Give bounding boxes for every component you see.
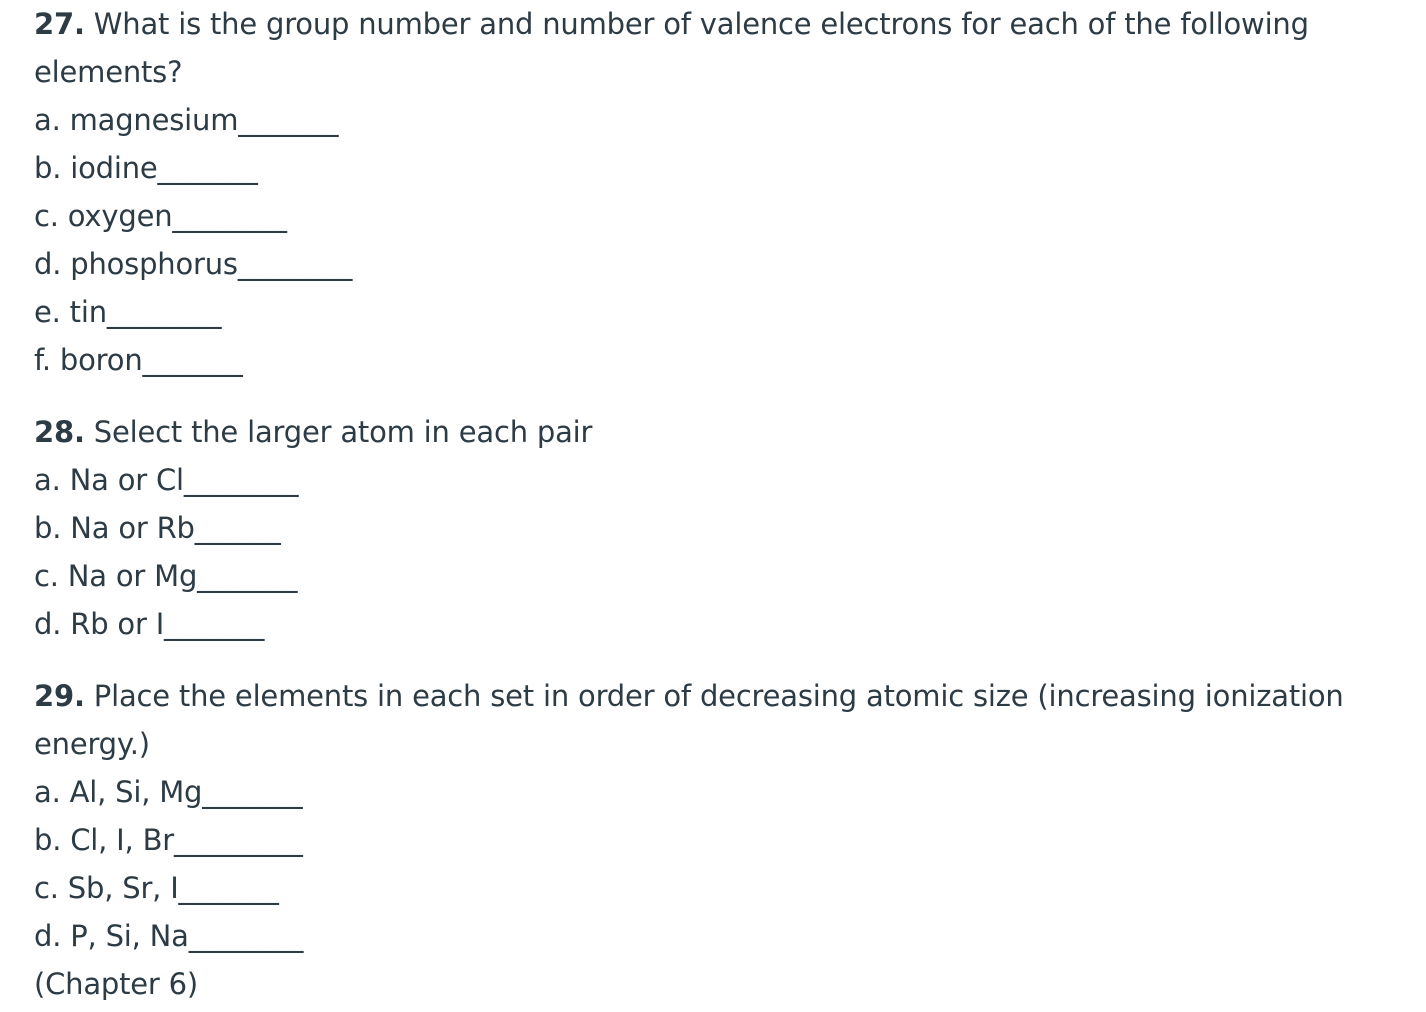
question-27-prompt	[34, 0, 1404, 96]
section-gap	[34, 648, 1404, 672]
question-27-item-b: b. iodine_______	[34, 151, 258, 185]
question-29-prompt	[34, 672, 1404, 768]
question-28-item-d: d. Rb or I_______	[34, 607, 265, 641]
question-28-number: 28.	[34, 415, 85, 449]
question-29-text: Place the elements in each set in order of decreasing atomic size (increasing ionization energy.)	[34, 679, 1344, 761]
worksheet-document	[34, 0, 1404, 1008]
question-27	[34, 0, 1404, 384]
question-27-number: 27.	[34, 7, 85, 41]
question-29	[34, 672, 1404, 1008]
question-29-item-d: d. P, Si, Na________	[34, 919, 304, 953]
question-27-item-f: f. boron_______	[34, 343, 243, 377]
question-28-prompt	[34, 408, 1404, 456]
question-27-item-d: d. phosphorus________	[34, 247, 353, 281]
question-28-item-b: b. Na or Rb______	[34, 511, 281, 545]
question-27-item-e: e. tin________	[34, 295, 222, 329]
section-gap	[34, 384, 1404, 408]
question-27-item-c: c. oxygen________	[34, 199, 287, 233]
chapter-note: (Chapter 6)	[34, 967, 199, 1001]
question-28-item-a: a. Na or Cl________	[34, 463, 299, 497]
question-29-item-a: a. Al, Si, Mg_______	[34, 775, 303, 809]
question-27-item-a: a. magnesium_______	[34, 103, 339, 137]
question-28-item-c: c. Na or Mg_______	[34, 559, 298, 593]
question-29-item-b: b. Cl, I, Br_________	[34, 823, 303, 857]
question-28	[34, 408, 1404, 648]
question-29-number: 29.	[34, 679, 85, 713]
question-28-text: Select the larger atom in each pair	[84, 415, 593, 449]
question-27-text: What is the group number and number of valence electrons for each of the following elements?	[34, 7, 1309, 89]
question-29-item-c: c. Sb, Sr, I_______	[34, 871, 279, 905]
